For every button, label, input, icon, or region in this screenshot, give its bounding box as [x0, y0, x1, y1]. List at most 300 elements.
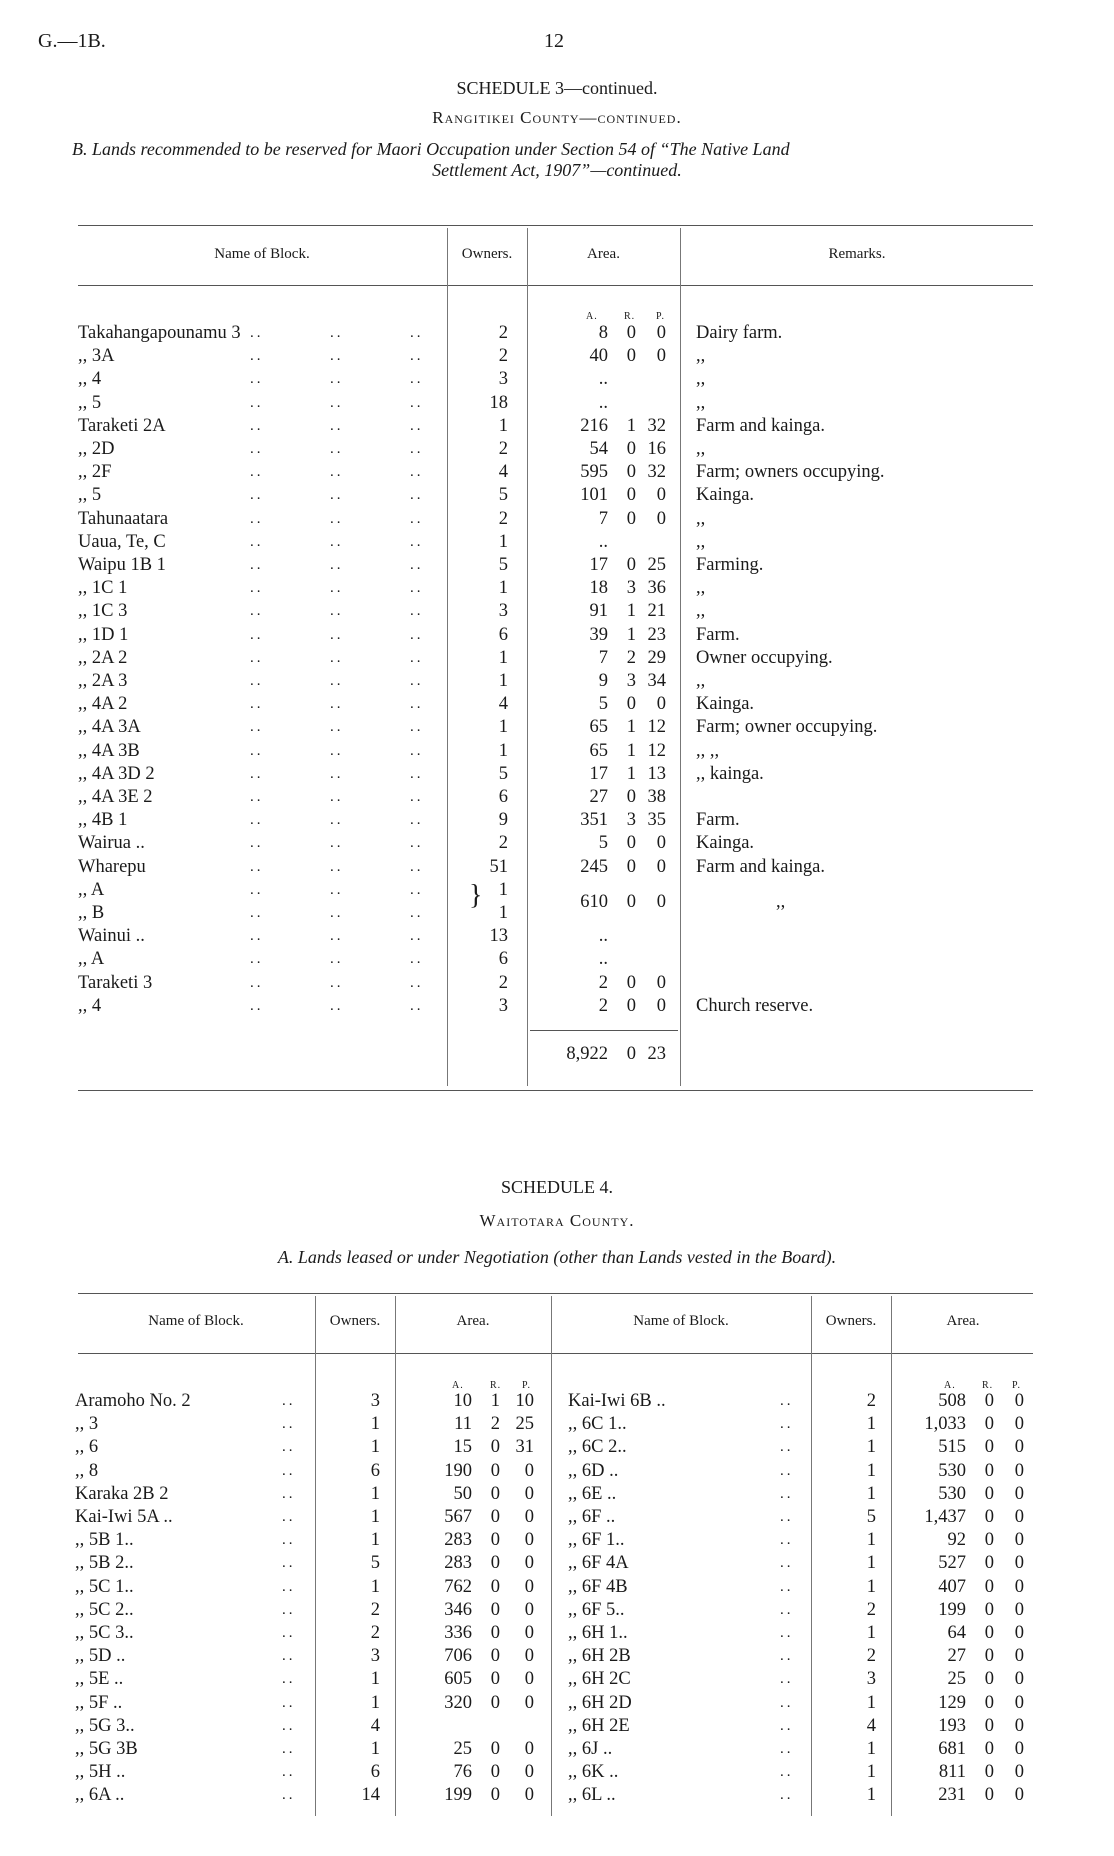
area-roods: 0: [490, 1576, 500, 1597]
leader-dots: ..: [410, 603, 424, 620]
leader-dots: ..: [250, 348, 264, 365]
area-perches: 25: [515, 1414, 534, 1435]
table-row: [0, 345, 1114, 368]
leader-dots: ..: [250, 626, 264, 643]
area-perches: 23: [647, 624, 666, 645]
owners-cell: 1: [370, 1669, 380, 1690]
block-name: ,, 6F ..: [568, 1507, 616, 1527]
area-perches: 0: [1014, 1739, 1024, 1759]
area-acres: 76: [453, 1762, 472, 1783]
leader-dots: ..: [330, 858, 344, 875]
schedule3-total-rule: [530, 1030, 678, 1031]
block-name: Waipu 1B 1: [78, 555, 166, 575]
owners-cell: 1: [866, 1692, 876, 1713]
area-acres: 199: [938, 1599, 966, 1620]
schedule4-caption: A. Lands leased or under Negotiation (other than Lands vested in the Board).: [277, 1247, 837, 1267]
owners-cell: 1: [498, 879, 508, 900]
table-row: [0, 461, 1114, 484]
remarks-cell: Dairy farm.: [696, 323, 783, 343]
area-roods: 0: [984, 1599, 994, 1620]
leader-dots: ..: [330, 580, 344, 597]
area-roods: 0: [490, 1553, 500, 1574]
leader-dots: ..: [250, 464, 264, 481]
owners-cell: 1: [866, 1460, 876, 1481]
table-row: [0, 1738, 1114, 1761]
leader-dots: ..: [410, 673, 424, 689]
block-name: Takahangapounamu 3: [78, 323, 241, 343]
area-perches: 0: [656, 694, 666, 715]
owners-cell: 1: [370, 1530, 380, 1551]
block-name: ,, 6A ..: [75, 1785, 125, 1806]
leader-dots: ..: [250, 394, 264, 411]
remarks-cell: Kainga.: [696, 833, 755, 854]
area-perches: 0: [656, 346, 666, 367]
schedule4-county-title: Waitotara County.: [479, 1211, 635, 1230]
owners-cell: 4: [498, 694, 508, 715]
leader-dots: ..: [250, 510, 264, 527]
table-row: [0, 1668, 1114, 1691]
area-roods: 0: [984, 1391, 994, 1411]
owners-cell: 5: [498, 555, 508, 575]
table-row: [0, 763, 1114, 786]
table-row: [0, 972, 1114, 995]
owners-cell: 3: [370, 1391, 380, 1411]
area-perches: 0: [1014, 1553, 1024, 1574]
area-perches: 0: [656, 833, 666, 854]
leader-dots: ..: [282, 1509, 296, 1525]
remarks-cell: Owner occupying.: [696, 647, 833, 668]
area-acres: 5: [598, 833, 608, 854]
block-name: ,, 1C 1: [78, 578, 128, 599]
area-acres: 530: [938, 1483, 966, 1504]
area-acres: 190: [444, 1460, 472, 1481]
block-name: ,, 6: [75, 1437, 99, 1458]
leader-dots: ..: [250, 417, 264, 434]
owners-cell: 1: [498, 671, 508, 691]
table-row: [0, 438, 1114, 461]
remarks-cell: Farm and kainga.: [696, 856, 825, 877]
block-name: ,, 5B 1..: [75, 1530, 134, 1551]
schedule3-brace: }: [469, 880, 483, 911]
leader-dots: ..: [410, 812, 424, 829]
leader-dots: ..: [330, 348, 344, 365]
leader-dots: ..: [330, 974, 344, 991]
area-roods: 1: [626, 601, 636, 622]
leader-dots: ..: [330, 487, 344, 504]
leader-dots: ..: [250, 951, 264, 968]
leader-dots: ..: [330, 997, 344, 1014]
area-acres: 25: [453, 1739, 472, 1759]
area-roods: 0: [984, 1414, 994, 1435]
table-row: [0, 809, 1114, 832]
schedule4-unit-acres-left: A.: [452, 1380, 464, 1391]
leader-dots: ..: [780, 1694, 794, 1711]
leader-dots: ..: [282, 1694, 296, 1711]
owners-cell: 2: [498, 346, 508, 367]
table-row: [0, 1483, 1114, 1506]
area-acres: 18: [589, 578, 608, 599]
leader-dots: ..: [250, 789, 264, 805]
schedule3-title: SCHEDULE 3—continued.: [456, 78, 658, 98]
table-row: [0, 1460, 1114, 1483]
schedule3-header-owners: Owners.: [461, 246, 513, 262]
leader-dots: ..: [780, 1532, 794, 1549]
remarks-cell: ,, ,,: [696, 740, 720, 761]
block-name: ,, 6D ..: [568, 1460, 619, 1481]
area-roods: 0: [984, 1460, 994, 1481]
schedule4-unit-perches-right: P.: [1012, 1380, 1021, 1391]
area-acres: 17: [589, 555, 608, 575]
owners-cell: 4: [370, 1715, 380, 1736]
block-name: ,, 4: [78, 995, 102, 1016]
block-name: ,, 3: [75, 1414, 99, 1435]
block-name: Uaua, Te, C: [78, 531, 166, 552]
area-perches: 0: [1014, 1785, 1024, 1806]
area-perches: 36: [647, 578, 666, 599]
area-perches: 0: [524, 1762, 534, 1783]
area-roods: 0: [626, 833, 636, 854]
leader-dots: ..: [410, 789, 424, 805]
area-acres: 346: [444, 1599, 472, 1620]
area-perches: 25: [647, 555, 666, 575]
schedule3-top-rule: [78, 225, 1033, 226]
remarks-cell: ,,: [696, 369, 706, 390]
block-name: ,, 6E ..: [568, 1483, 617, 1504]
leader-dots: ..: [330, 812, 344, 829]
leader-dots: ..: [282, 1741, 296, 1757]
area-roods: 0: [984, 1692, 994, 1713]
table-row: [0, 693, 1114, 716]
owners-cell: 2: [498, 508, 508, 529]
owners-cell: 2: [866, 1599, 876, 1620]
area-acres: 27: [589, 787, 608, 807]
area-perches: 0: [524, 1739, 534, 1759]
leader-dots: ..: [250, 441, 264, 457]
owners-cell: 2: [498, 439, 508, 459]
leader-dots: ..: [780, 1648, 794, 1665]
owners-cell: 1: [866, 1530, 876, 1551]
owners-cell: 1: [866, 1483, 876, 1504]
area-perches: 0: [524, 1530, 534, 1551]
remarks-cell: ,,: [696, 601, 706, 622]
block-name: Wairua ..: [78, 833, 145, 854]
leader-dots: ..: [282, 1625, 296, 1641]
area-perches: 21: [647, 601, 666, 622]
block-name: ,, 6J ..: [568, 1739, 613, 1759]
area-acres: 65: [589, 740, 608, 761]
leader-dots: ..: [780, 1485, 794, 1502]
block-name: ,, 5H ..: [75, 1762, 126, 1783]
block-name: ,, 6H 2D: [568, 1692, 632, 1713]
block-name: ,, 5E ..: [75, 1669, 124, 1690]
leader-dots: ..: [410, 348, 424, 365]
leader-dots: ..: [250, 557, 264, 573]
leader-dots: ..: [250, 858, 264, 875]
block-name: ,, 2A 3: [78, 671, 128, 691]
leader-dots: ..: [330, 673, 344, 689]
area-roods: 0: [490, 1669, 500, 1690]
area-acres: 11: [454, 1414, 472, 1435]
schedule4-top-rule: [78, 1293, 1033, 1294]
table-row: [0, 740, 1114, 763]
table-row: [0, 1436, 1114, 1459]
area-perches: 38: [647, 787, 666, 807]
leader-dots: ..: [250, 603, 264, 620]
leader-dots: ..: [410, 951, 424, 968]
area-acres: 7: [598, 508, 608, 529]
block-name: ,, 6L ..: [568, 1785, 616, 1806]
table-row: [0, 1761, 1114, 1784]
owners-cell: 1: [866, 1623, 876, 1643]
leader-dots: ..: [250, 974, 264, 991]
area-acres: 320: [444, 1692, 472, 1713]
leader-dots: ..: [250, 325, 264, 341]
area-acres: 283: [444, 1530, 472, 1551]
block-name: ,, 6F 1..: [568, 1530, 625, 1551]
owners-cell: 1: [866, 1785, 876, 1806]
area-perches: 0: [524, 1576, 534, 1597]
leader-dots: ..: [330, 441, 344, 457]
leader-dots: ..: [330, 626, 344, 643]
leader-dots: ..: [330, 742, 344, 759]
owners-cell: 13: [489, 926, 508, 947]
area-perches: 0: [524, 1692, 534, 1713]
schedule3-total-acres: 8,922: [566, 1044, 608, 1064]
owners-cell: 3: [866, 1669, 876, 1690]
leader-dots: ..: [780, 1555, 794, 1572]
leader-dots: ..: [330, 533, 344, 550]
leader-dots: ..: [250, 719, 264, 736]
schedule3-caption-line2: Settlement Act, 1907”—continued.: [432, 160, 682, 180]
area-acres: 25: [947, 1669, 966, 1690]
remarks-cell: Farm and kainga.: [696, 415, 825, 436]
block-name: ,, 4A 3E 2: [78, 787, 153, 807]
table-row: [0, 577, 1114, 600]
block-name: Wharepu: [78, 856, 146, 877]
area-acres: 407: [938, 1576, 966, 1597]
block-name: ,, 5C 1..: [75, 1576, 134, 1597]
owners-cell: 2: [866, 1391, 876, 1411]
area-roods: 0: [626, 694, 636, 715]
leader-dots: ..: [410, 371, 424, 388]
remarks-cell: Kainga.: [696, 694, 755, 715]
area-acres: 2: [598, 995, 608, 1016]
area-perches: 0: [1014, 1576, 1024, 1597]
block-name: ,, 4A 3A: [78, 717, 141, 738]
leader-dots: ..: [330, 417, 344, 434]
owners-cell: 1: [498, 578, 508, 599]
owners-cell: 2: [370, 1623, 380, 1643]
remarks-cell: Farm; owners occupying.: [696, 462, 885, 483]
leader-dots: ..: [330, 719, 344, 736]
leader-dots: ..: [282, 1671, 296, 1688]
schedule3-unit-perches: P.: [656, 311, 665, 322]
area-acres: 40: [589, 346, 608, 367]
area-acres: ..: [598, 531, 608, 552]
leader-dots: ..: [780, 1601, 794, 1618]
area-perches: 0: [1014, 1692, 1024, 1713]
owners-cell: 4: [498, 462, 508, 483]
leader-dots: ..: [282, 1717, 296, 1734]
area-roods: 0: [984, 1483, 994, 1504]
leader-dots: ..: [330, 325, 344, 341]
block-name: ,, 5B 2..: [75, 1553, 134, 1574]
block-name: Taraketi 3: [78, 972, 153, 993]
table-row: [0, 1715, 1114, 1738]
remarks-cell: Kainga.: [696, 485, 755, 506]
area-roods: 1: [626, 763, 636, 784]
area-perches: 31: [515, 1437, 534, 1458]
area-perches: 0: [656, 485, 666, 506]
owners-cell: 6: [370, 1460, 380, 1481]
area-roods: 0: [984, 1739, 994, 1759]
area-perches: 0: [524, 1507, 534, 1527]
schedule4-header-name-right: Name of Block.: [633, 1313, 729, 1329]
table-row: [0, 948, 1114, 971]
block-name: ,, 5F ..: [75, 1692, 123, 1713]
block-name: ,, 6F 4A: [568, 1553, 629, 1574]
area-perches: 32: [647, 415, 666, 436]
leader-dots: ..: [250, 673, 264, 689]
area-perches: 0: [524, 1623, 534, 1643]
table-row: [0, 786, 1114, 809]
leader-dots: ..: [410, 487, 424, 504]
area-perches: 0: [524, 1460, 534, 1481]
block-name: ,, 6H 2B: [568, 1646, 631, 1667]
table-row: [0, 1622, 1114, 1645]
owners-cell: 1: [866, 1739, 876, 1759]
table-row: [0, 1599, 1114, 1622]
leader-dots: ..: [780, 1439, 794, 1456]
schedule3-bottom-rule: [78, 1090, 1033, 1091]
area-roods: 0: [984, 1646, 994, 1667]
area-perches: 32: [647, 462, 666, 483]
table-row: [0, 508, 1114, 531]
leader-dots: ..: [410, 997, 424, 1014]
leader-dots: ..: [282, 1532, 296, 1549]
area-perches: 0: [1014, 1414, 1024, 1435]
owners-cell: 1: [866, 1553, 876, 1574]
leader-dots: ..: [250, 765, 264, 782]
area-perches: 0: [656, 995, 666, 1016]
owners-cell: 1: [370, 1483, 380, 1504]
area-roods: 0: [490, 1507, 500, 1527]
schedule4-header-area-right: Area.: [946, 1313, 980, 1329]
table-row: [0, 554, 1114, 577]
owners-cell: 1: [498, 647, 508, 668]
block-name: ,, A: [78, 879, 105, 900]
table-row: [0, 670, 1114, 693]
block-name: ,, 8: [75, 1460, 99, 1481]
leader-dots: ..: [780, 1393, 794, 1409]
schedule3-unit-acres: A.: [586, 311, 598, 322]
leader-dots: ..: [330, 371, 344, 388]
area-roods: 0: [626, 508, 636, 529]
area-roods: 1: [490, 1391, 500, 1411]
schedule3-county-title: Rangitikei County—continued.: [432, 108, 682, 127]
schedule4-header-owners-left: Owners.: [329, 1313, 381, 1329]
area-perches: 0: [1014, 1437, 1024, 1458]
area-roods: 0: [626, 787, 636, 807]
area-acres: 2: [598, 972, 608, 993]
owners-cell: 3: [370, 1646, 380, 1667]
leader-dots: ..: [282, 1764, 296, 1781]
area-roods: 0: [984, 1437, 994, 1458]
schedule3-caption-line1: B. Lands recommended to be reserved for Maori Occupation under Section 54 of “The Native Land: [72, 139, 790, 159]
leader-dots: ..: [250, 533, 264, 550]
block-name: Taraketi 2A: [78, 415, 166, 436]
leader-dots: ..: [410, 325, 424, 341]
block-name: ,, 4: [78, 369, 102, 390]
area-acres: 5: [598, 694, 608, 715]
leader-dots: ..: [410, 649, 424, 666]
page-number: 12: [544, 30, 564, 52]
block-name: ,, 5D ..: [75, 1646, 126, 1667]
block-name: Karaka 2B 2: [75, 1483, 169, 1504]
block-name: ,, 5: [78, 392, 102, 413]
owners-cell: 1: [498, 903, 508, 923]
block-name: ,, 2F: [78, 462, 112, 483]
area-acres: 17: [589, 763, 608, 784]
schedule4-header-rule: [78, 1353, 1033, 1354]
leader-dots: ..: [780, 1671, 794, 1688]
area-acres: 9: [598, 671, 608, 691]
area-acres: 530: [938, 1460, 966, 1481]
owners-cell: 1: [866, 1414, 876, 1435]
leader-dots: ..: [330, 696, 344, 713]
leader-dots: ..: [330, 510, 344, 527]
owners-cell: 14: [361, 1785, 380, 1806]
area-roods: 0: [984, 1553, 994, 1574]
leader-dots: ..: [282, 1439, 296, 1456]
block-name: Kai-Iwi 6B ..: [568, 1391, 666, 1411]
area-perches: 0: [1014, 1715, 1024, 1736]
leader-dots: ..: [410, 580, 424, 597]
table-row: [0, 1576, 1114, 1599]
block-name: ,, 2A 2: [78, 647, 128, 668]
leader-dots: ..: [282, 1578, 296, 1595]
area-roods: 0: [626, 462, 636, 483]
schedule3-header-remarks: Remarks.: [828, 246, 886, 262]
area-acres: 27: [947, 1646, 966, 1667]
leader-dots: ..: [780, 1462, 794, 1479]
owners-cell: 2: [866, 1646, 876, 1667]
owners-cell: 5: [498, 485, 508, 506]
table-row: [0, 600, 1114, 623]
block-name: ,, A: [78, 949, 105, 970]
area-acres: 50: [453, 1483, 472, 1504]
leader-dots: ..: [410, 765, 424, 782]
area-perches: 12: [647, 740, 666, 761]
owners-cell: 5: [498, 763, 508, 784]
area-acres: ..: [598, 392, 608, 413]
block-name: ,, 4A 3B: [78, 740, 140, 761]
table-row: [0, 484, 1114, 507]
leader-dots: ..: [780, 1578, 794, 1595]
owners-cell: 9: [498, 810, 508, 831]
leader-dots: ..: [330, 394, 344, 411]
leader-dots: ..: [330, 789, 344, 805]
schedule3-total-roods: 0: [626, 1044, 636, 1064]
area-acres: 245: [580, 856, 608, 877]
schedule3-unit-roods: R.: [624, 311, 636, 322]
area-roods: 0: [984, 1715, 994, 1736]
area-perches: 0: [524, 1553, 534, 1574]
leader-dots: ..: [780, 1787, 794, 1804]
remarks-cell: ,,: [696, 578, 706, 599]
owners-cell: 18: [489, 392, 508, 413]
remarks-cell: ,,: [696, 508, 706, 529]
